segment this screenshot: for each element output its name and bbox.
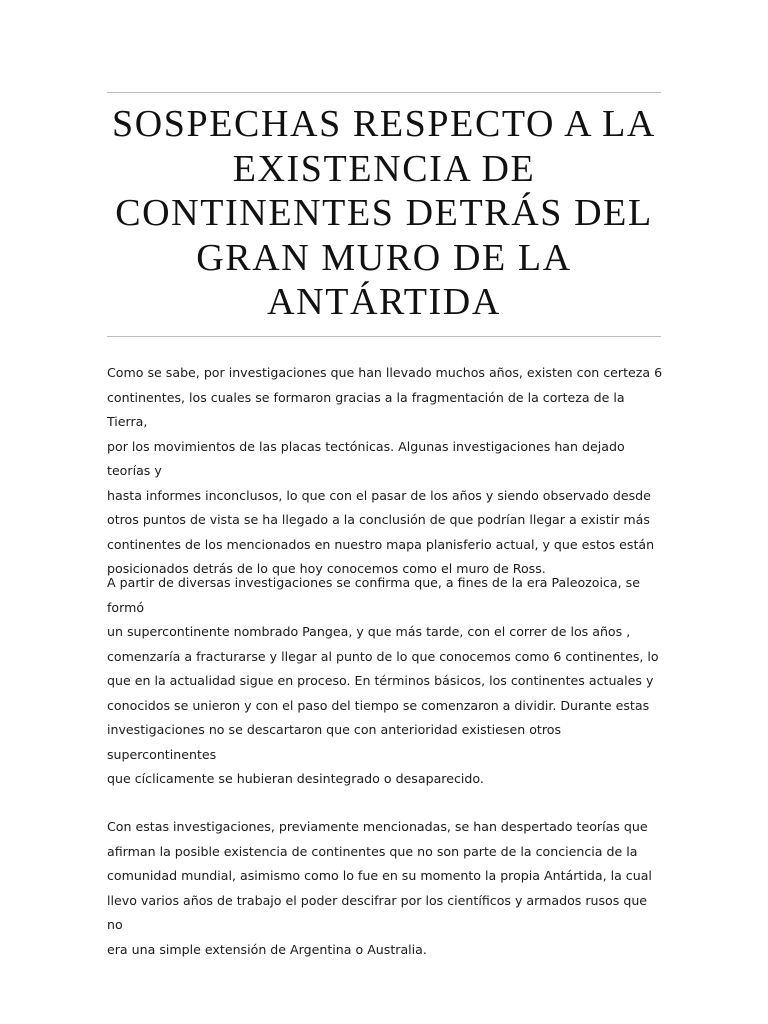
paragraph-3: Con estas investigaciones, previamente mencionadas, se han despertado teorías que afirman la posible existencia de continentes que no son parte de la conciencia de la comunidad mundial, asimismo como lo fue en su momento la propia Antártida, la cual llevo varios años de trabajo el poder descifrar por los científicos y armados rusos que no era una simple extensión de Argentina o Australia. (107, 819, 652, 957)
document-title: SOSPECHAS RESPECTO A LA EXISTENCIA DE CONTINENTES DETRÁS DEL GRAN MURO DE LA ANTÁRTIDA (112, 103, 656, 323)
title-bottom-rule (107, 336, 661, 337)
paragraph-2: A partir de diversas investigaciones se confirma que, a fines de la era Paleozoica, se formó un supercontinente nombrado Pangea, y que más tarde, con el correr de los años , comenzaría a fracturarse y llegar al punto de lo que conocemos como 6 continentes, lo que en la actualidad sigue en proceso. En términos básicos, los continentes actuales y conocidos se unieron y con el paso del tiempo se comenzaron a dividir. Durante estas investigaciones no se descartaron que con anterioridad existiesen otros supercontinentes que cíclicamente se hubieran desintegrado o desaparecido. (107, 575, 659, 786)
title-top-rule (107, 92, 661, 93)
paragraph-1: Como se sabe, por investigaciones que han llevado muchos años, existen con certeza 6 continentes, los cuales se formaron gracias a la fragmentación de la corteza de la Tierra, por los movimientos de las placas tectónicas. Algunas investigaciones han dejado teorías y hasta informes inconclusos, lo que con el pasar de los años y siendo observado desde otros puntos de vista se ha llegado a la conclusión de que podrían llegar a existir más continentes de los mencionados en nuestro mapa planisferio actual, y que estos están posicionados detrás de lo que hoy conocemos como el muro de Ross. (107, 365, 663, 576)
